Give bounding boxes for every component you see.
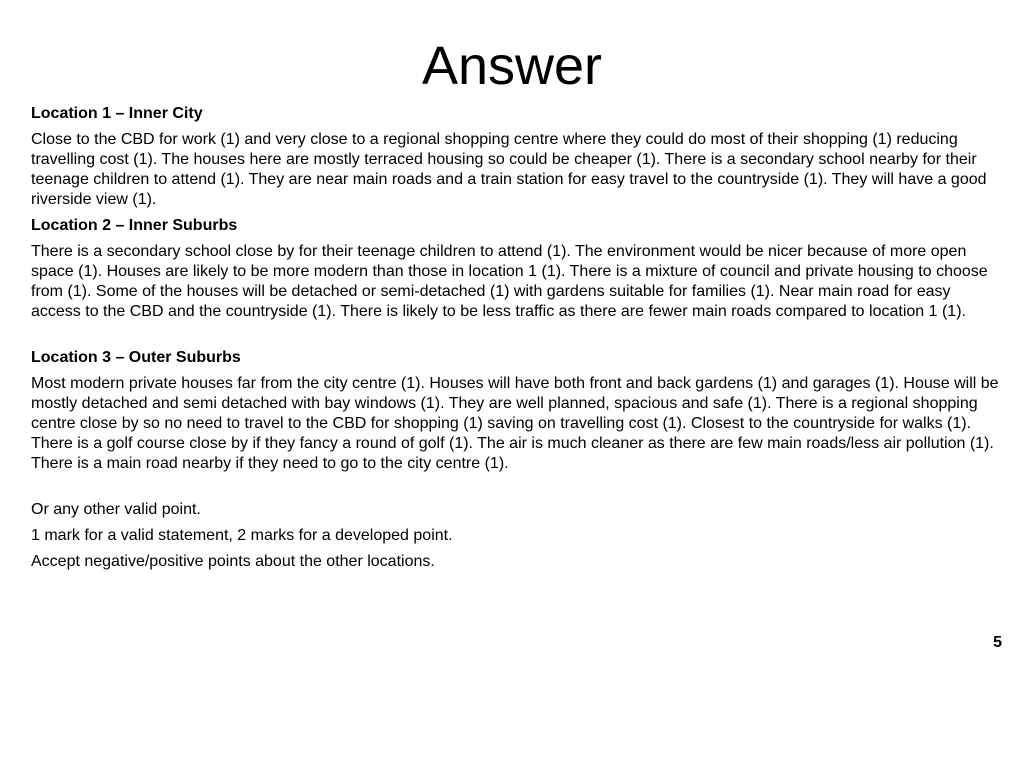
- note-mark-scheme: 1 mark for a valid statement, 2 marks for a developed point.: [31, 527, 453, 544]
- spacer: [31, 480, 1003, 500]
- section-heading-location-2: Location 2 – Inner Suburbs: [31, 217, 238, 234]
- section-text-location-1: Close to the CBD for work (1) and very close to a regional shopping centre where they could do most of their shopping (1) reducing travelling cost (1). The houses here are mostly terraced housing so could be cheaper (1). There is a secondary school nearby for their teenage children to attend (1). They are near main roads and a train station for easy travel to the countryside (1). They will have a good riverside view (1).: [31, 131, 987, 208]
- section-heading-location-3: Location 3 – Outer Suburbs: [31, 349, 241, 366]
- page-number: 5: [993, 634, 1002, 651]
- slide-content: [31, 104, 1003, 578]
- slide-title: Answer: [421, 36, 603, 96]
- section-heading-location-1: Location 1 – Inner City: [31, 105, 203, 122]
- section-text-location-2: There is a secondary school close by for their teenage children to attend (1). The environment would be nicer because of more open space (1). Houses are likely to be more modern than those in location 1 (1). There is a mixture of council and private housing to choose from (1). Some of the houses will be detached or semi-detached (1) with gardens suitable for families (1). Near main road for easy access to the CBD and the countryside (1). There is likely to be less traffic as there are fewer main roads compared to location 1 (1).: [31, 243, 988, 320]
- note-other-valid-point: Or any other valid point.: [31, 501, 201, 518]
- section-text-location-3: Most modern private houses far from the city centre (1). Houses will have both front and back gardens (1) and garages (1). House will be mostly detached and semi detached with bay windows (1). They are well planned, spacious and safe (1). There is a regional shopping centre close by so no need to travel to the CBD for shopping (1) saving on travelling cost (1). Closest to the countryside for walks (1). There is a golf course close by if they fancy a round of golf (1). The air is much cleaner as there are few main roads/less air pollution (1). There is a main road nearby if they need to go to the city centre (1).: [31, 375, 999, 472]
- spacer: [31, 328, 1003, 348]
- note-accept-points: Accept negative/positive points about the other locations.: [31, 553, 435, 570]
